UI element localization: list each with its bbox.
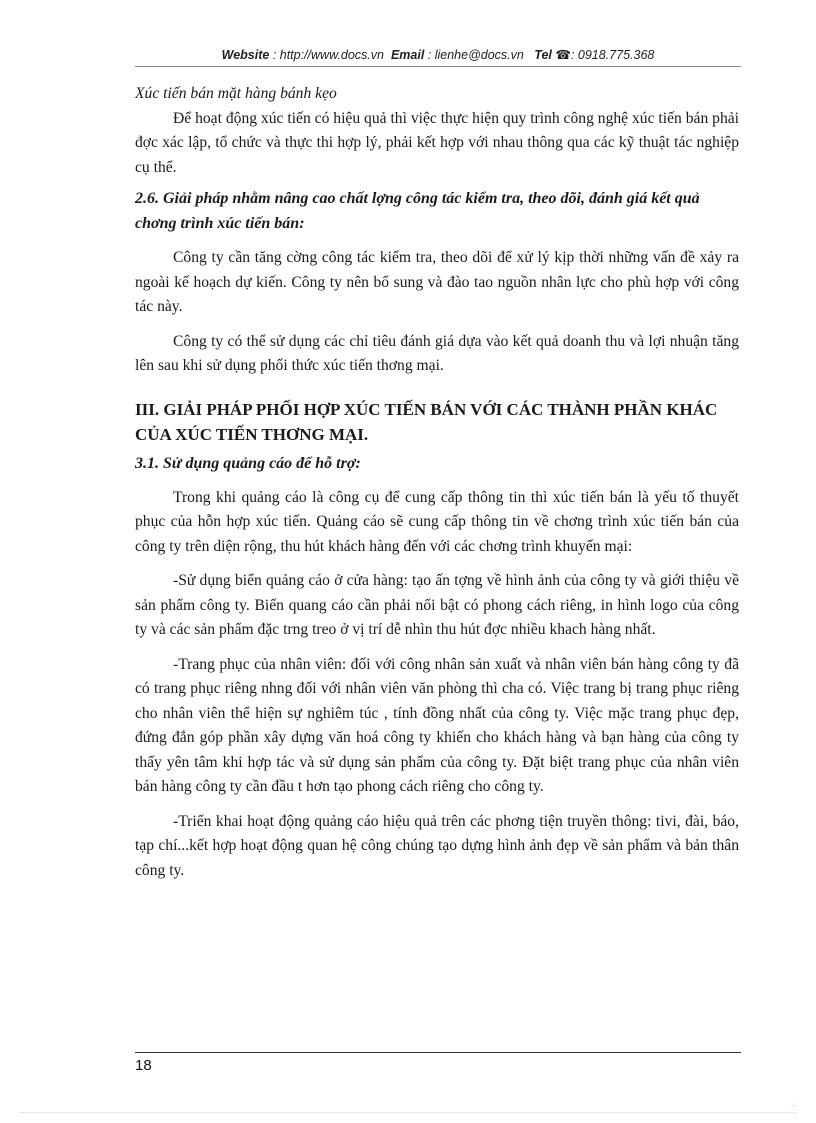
email-label: Email — [390, 48, 425, 62]
paragraph-5: -Sử dụng biển quảng cáo ở cửa hàng: tạo ấn tợng về hình ảnh của công ty và giới thiệu về sản phẩm công ty. Biển quang cáo cần phải nổi bật có phong cách riêng, in hình logo của công ty và các sản phẩm đặc trng treo ở vị trí dễ nhìn thu hút đợc nhiều khach hàng nhất. — [135, 572, 739, 638]
section-heading-3-1: 3.1. Sử dụng quảng cáo để hỗ trợ: — [135, 454, 361, 472]
tel-label: Tel — [534, 48, 552, 62]
continuation-line: Xúc tiến bán mặt hàng bánh kẹo — [135, 85, 337, 102]
footer-divider — [135, 1052, 741, 1053]
corner-mark: + — [790, 1098, 797, 1112]
email-value: : lienhe@docs.vn — [427, 48, 524, 62]
chapter-heading-III: III. GIẢI PHÁP PHỐI HỢP XÚC TIẾN BÁN VỚI CÁC THÀNH PHẦN KHÁC CỦA XÚC TIẾN THƠNG MẠI. — [135, 399, 718, 444]
header-divider — [135, 66, 741, 67]
phone-icon: ☎ — [555, 48, 571, 62]
page-header — [135, 47, 741, 62]
paragraph-6: -Trang phục của nhân viên: đối với công nhân sản xuất và nhân viên bán hàng công ty đã có trang phục riêng nhng đối với nhân viên văn phòng thì cha có. Việc trang bị trang phục riêng cho nhân viên thể hiện sự nghiêm túc , tính đồng nhất của công ty. Việc mặc trang phục đẹp, đứng đắn góp phần xây dựng văn hoá công ty khiến cho khách hàng và bạn hàng của công ty thấy yên tâm khi hợp tác và sử dụng sản phẩm của công ty. Đặt biệt trang phục của nhân viên bán hàng công ty cần đầu t hơn tạo phong cách riêng cho công ty. — [135, 655, 739, 795]
paragraph-2: Công ty cần tăng cờng công tác kiểm tra, theo dõi để xử lý kịp thời những vấn đề xảy ra ngoài kế hoạch dự kiến. Công ty nên bổ sung và đào tao nguồn nhân lực cho phù hợp với công tác này. — [135, 249, 739, 315]
page-edge-dots — [20, 1112, 796, 1113]
page-body — [135, 82, 739, 883]
section-heading-2-6: 2.6. Giải pháp nhằm nâng cao chất lợng công tác kiểm tra, theo dõi, đánh giá kết quả chơng trình xúc tiến bán: — [135, 190, 700, 232]
page-number: 18 — [135, 1057, 152, 1074]
paragraph-4: Trong khi quảng cáo là công cụ để cung cấp thông tin thì xúc tiến bán là yếu tố thuyết phục của hỗn hợp xúc tiến. Quảng cáo sẽ cung cấp thông tin về chơng trình xúc tiến bán của công ty trên diện rộng, thu hút khách hàng đến với các chơng trình khuyến mại: — [135, 488, 739, 555]
paragraph-3: Công ty có thể sử dụng các chỉ tiêu đánh giá dựa vào kết quả doanh thu và lợi nhuận tăng lên sau khi sử dụng phối thức xúc tiến thơng mại. — [135, 332, 739, 374]
paragraph-1: Để hoạt động xúc tiến có hiệu quả thì việc thực hiện quy trình công nghệ xúc tiến bán phải đợc xác lập, tổ chức và thực thi hợp lý, phải kết hợp với nhau thông qua các kỹ thuật tác nghiệp cụ thể. — [135, 109, 739, 176]
tel-value: : 0918.775.368 — [570, 48, 655, 62]
website-value: : http://www.docs.vn — [272, 48, 384, 62]
website-label: Website — [221, 48, 270, 62]
paragraph-7: -Triển khai hoạt động quảng cáo hiệu quả trên các phơng tiện truyền thông: tivi, đài, báo, tạp chí...kết hợp hoạt động quan hệ công chúng tạo dựng hình ảnh đẹp về sản phẩm và bản thân công ty. — [135, 812, 739, 879]
